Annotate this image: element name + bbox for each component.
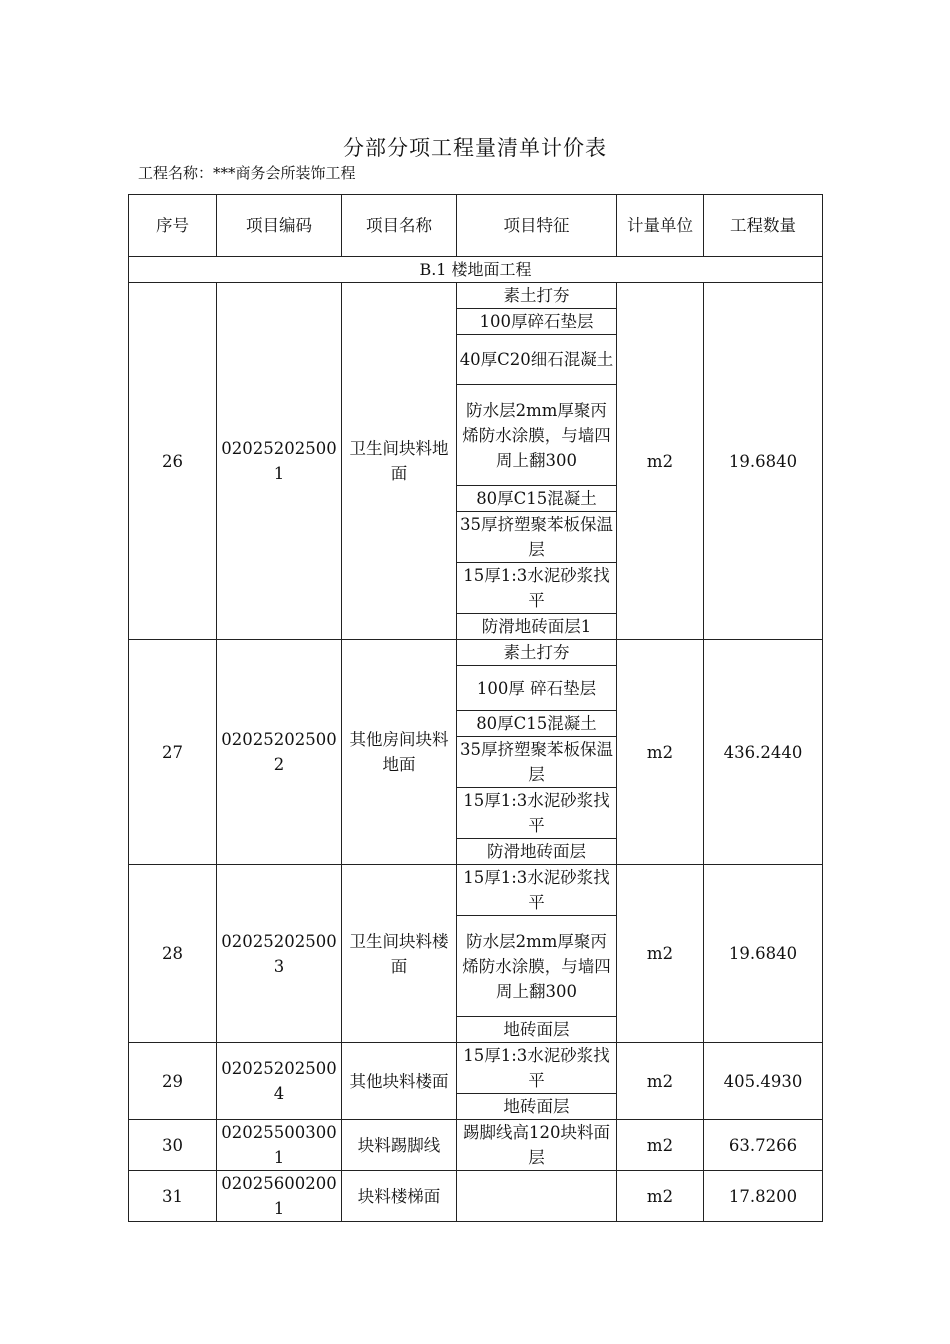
row-name: 卫生间块料楼面 (342, 865, 457, 1043)
row-qty: 17.8200 (704, 1171, 823, 1222)
row-feature: 防水层2mm厚聚丙烯防水涂膜，与墙四周上翻300 (457, 385, 617, 486)
row-feature: 40厚C20细石混凝土 (457, 335, 617, 385)
row-unit: m2 (617, 1171, 704, 1222)
row-unit: m2 (617, 283, 704, 640)
row-name: 块料踢脚线 (342, 1120, 457, 1171)
row-name: 其他块料楼面 (342, 1043, 457, 1120)
table-row (129, 640, 823, 666)
row-qty: 63.7266 (704, 1120, 823, 1171)
table-row (129, 283, 823, 309)
header-name: 项目名称 (342, 195, 457, 257)
row-feature (457, 1171, 617, 1222)
header-unit: 计量单位 (617, 195, 704, 257)
row-code: 020256002001 (217, 1171, 342, 1222)
row-feature: 80厚C15混凝土 (457, 711, 617, 737)
row-qty: 19.6840 (704, 283, 823, 640)
row-code: 020252025002 (217, 640, 342, 865)
row-unit: m2 (617, 1043, 704, 1120)
page-title: 分部分项工程量清单计价表 (343, 136, 607, 160)
row-name: 其他房间块料地面 (342, 640, 457, 865)
row-no: 28 (129, 865, 217, 1043)
row-code: 020252025004 (217, 1043, 342, 1120)
row-no: 27 (129, 640, 217, 865)
row-qty: 19.6840 (704, 865, 823, 1043)
row-feature: 15厚1:3水泥砂浆找平 (457, 865, 617, 916)
row-code: 020252025003 (217, 865, 342, 1043)
row-code: 020255003001 (217, 1120, 342, 1171)
row-feature: 35厚挤塑聚苯板保温层 (457, 512, 617, 563)
row-qty: 405.4930 (704, 1043, 823, 1120)
row-feature: 80厚C15混凝土 (457, 486, 617, 512)
header-features: 项目特征 (457, 195, 617, 257)
row-unit: m2 (617, 865, 704, 1043)
table-row (129, 865, 823, 916)
row-feature: 15厚1:3水泥砂浆找平 (457, 788, 617, 839)
row-feature: 地砖面层 (457, 1094, 617, 1120)
row-feature: 15厚1:3水泥砂浆找平 (457, 1043, 617, 1094)
section-title: B.1 楼地面工程 (129, 257, 823, 283)
row-unit: m2 (617, 1120, 704, 1171)
header-code: 项目编码 (217, 195, 342, 257)
row-feature: 防滑地砖面层1 (457, 614, 617, 640)
row-qty: 436.2440 (704, 640, 823, 865)
row-feature: 素土打夯 (457, 283, 617, 309)
row-unit: m2 (617, 640, 704, 865)
row-no: 26 (129, 283, 217, 640)
row-feature: 防水层2mm厚聚丙烯防水涂膜，与墙四周上翻300 (457, 916, 617, 1017)
section-row (129, 257, 823, 283)
table-row (129, 1043, 823, 1094)
row-feature: 15厚1:3水泥砂浆找平 (457, 563, 617, 614)
row-no: 30 (129, 1120, 217, 1171)
row-code: 020252025001 (217, 283, 342, 640)
row-feature: 地砖面层 (457, 1017, 617, 1043)
table-row (129, 1171, 823, 1222)
row-feature: 100厚碎石垫层 (457, 309, 617, 335)
row-feature: 35厚挤塑聚苯板保温层 (457, 737, 617, 788)
row-no: 31 (129, 1171, 217, 1222)
header-qty: 工程数量 (704, 195, 823, 257)
row-name: 卫生间块料地面 (342, 283, 457, 640)
table-row (129, 1120, 823, 1171)
header-row (129, 195, 823, 257)
project-name: 工程名称：***商务会所装饰工程 (138, 164, 356, 182)
row-name: 块料楼梯面 (342, 1171, 457, 1222)
row-feature: 素土打夯 (457, 640, 617, 666)
row-feature: 踢脚线高120块料面层 (457, 1120, 617, 1171)
row-feature: 防滑地砖面层 (457, 839, 617, 865)
bill-table (128, 194, 823, 1222)
row-no: 29 (129, 1043, 217, 1120)
header-no: 序号 (129, 195, 217, 257)
row-feature: 100厚 碎石垫层 (457, 666, 617, 711)
